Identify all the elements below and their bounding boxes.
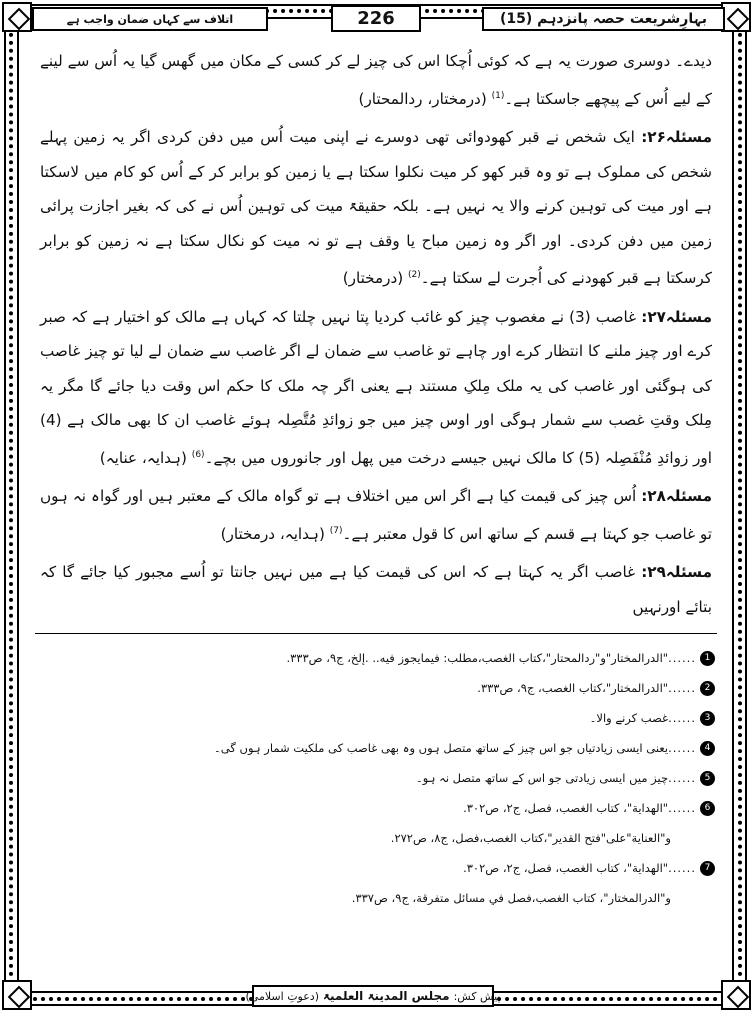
- main-text: [40, 44, 712, 628]
- footnote-1: 1 ...... "الدرالمختار"و"ردالمحتار"،كتاب الغصب،مطلب: فيمايجوز فيه.. .إلخ، ج۹، ص۳۳۳.: [40, 643, 715, 673]
- masala-28: [40, 479, 712, 551]
- masala-label: مسئلہ۲۹:: [641, 563, 712, 582]
- footnote-3: 3 ...... غصب کرنے والا۔: [40, 703, 715, 733]
- footnote-number: 2: [700, 681, 715, 696]
- footer-label: پیش کش:: [453, 989, 501, 1003]
- footnote-2: 2 ...... "الدرالمختار"،كتاب الغصب، ج۹، ص۳۳۳.: [40, 673, 715, 703]
- footnote-text: و"العناية"على"فتح القدير"،كتاب الغصب،فصل، ج۸، ص۲۷۲.: [390, 831, 671, 845]
- footnote-number: 1: [700, 651, 715, 666]
- paragraph-intro: [40, 44, 712, 116]
- chapter-title: اتلاف سے کہاں ضمان واجب ہے: [32, 7, 268, 31]
- footnote-divider: [35, 633, 717, 634]
- footnote-6-continued: [40, 823, 715, 853]
- footnote-number: 5: [700, 771, 715, 786]
- corner-ornament-bottom-right: [721, 980, 751, 1010]
- footnote-text: "الدرالمختار"،كتاب الغصب، ج۹، ص۳۳۳.: [477, 681, 669, 695]
- publisher-org: (دعوتِ اسلامی): [245, 989, 319, 1003]
- source-citation: (ہدایہ، عنایہ): [99, 448, 192, 467]
- publisher-footer: [245, 985, 501, 1007]
- footnote-text: یعنی ایسی زیادتیاں جو اس چیز کے ساتھ متصل ہوں وہ بھی غاصب کی ملکیت شمار ہوں گی۔: [214, 741, 669, 755]
- footnote-ref[interactable]: (6): [191, 449, 205, 460]
- masala-label: مسئلہ۲۸:: [641, 487, 712, 506]
- footnote-number: 3: [700, 711, 715, 726]
- footnote-text: "الهداية"، كتاب الغصب، فصل، ج۲، ص۳۰۲.: [463, 801, 669, 815]
- masala-label: مسئلہ۲۶:: [641, 128, 712, 147]
- footnote-7: 7 ...... "الهداية"، كتاب الغصب، فصل، ج۲، ص۳۰۲.: [40, 853, 715, 883]
- paragraph-text: ایک شخص نے قبر کھودوائی تھی دوسرے نے اپنی میت اُس میں دفن کردی اگر یہ زمین پہلے شخص کی مملوک ہے تو وہ قبر کھو کر میت نکلوا سکتا ہے یا زمین کو برابر کر کے اُس کو کام میں لاسکتا ہے اور میت کی توہین کرنے والا یہ نہیں ہے۔ بلکہ حقیقۃً میت کی توہین اُس نے کی کہ بغیر اجازت پرائی زمین میں دفن کردی۔ اور اگر وہ زمین مباح یا وقف ہے تو نہ میت کو نکال سکتا ہے نہ زمین کو برابر کرسکتا ہے قبر کھودنے کی اُجرت لے سکتا ہے۔: [40, 128, 712, 288]
- footnote-text: غصب کرنے والا۔: [589, 711, 669, 725]
- footnote-number: 4: [700, 741, 715, 756]
- footnote-7-continued: [40, 883, 715, 913]
- footnote-5: 5 ...... چیز میں ایسی زیادتی جو اس کے ساتھ متصل نہ ہو۔: [40, 763, 715, 793]
- footnote-text: چیز میں ایسی زیادتی جو اس کے ساتھ متصل نہ ہو۔: [416, 771, 669, 785]
- source-citation: (درمختار، ردالمحتار): [358, 89, 492, 108]
- paragraph-text: دیدے۔ دوسری صورت یہ ہے کہ کوئی اُچکا اس کی چیز لے کر کسی کے مکان میں گھس گیا یہ اُس سے لینے کے لیے اُس کے پیچھے جاسکتا ہے۔: [40, 52, 712, 108]
- publisher-name: مجلس المدینۃ العلمیۃ: [323, 989, 450, 1003]
- paragraph-text: غاصب (3) نے مغصوب چیز کو غائب کردیا پتا نہیں چلتا کہ کہاں ہے مالک کو اختیار ہے کہ صبر کرے اور چیز ملنے کا انتظار کرے اور چاہے تو غاصب سے ضمان لے اگر غاصب سے ضمان لے لیا تو چیز غاصب کی ہوگئی اور غاصب کی یہ ملک مِلکِ مستند ہے یعنی اگر چہ ملک کا حکم اس وقت دیا جائے گا مگر یہ مِلک وقتِ غصب سے شمار ہوگی اور اوس چیز میں جو زوائدِ مُتَّصِلہ ہوئے غاصب ان کا بھی مالک ہے (4) اور زوائدِ مُنْفَصِلہ (5) کا مالک نہیں جیسے درخت میں پھل اور جانوروں میں بچے۔: [40, 307, 712, 467]
- masala-27: [40, 300, 712, 476]
- source-citation: (درمختار): [342, 269, 408, 288]
- footnote-ref[interactable]: (7): [329, 525, 343, 536]
- footnote-text: و"الدرالمختار"، كتاب الغصب،فصل في مسائل متفرقة، ج۹، ص۳۳۷.: [351, 891, 671, 905]
- masala-label: مسئلہ۲۷:: [641, 307, 713, 326]
- paragraph-text: غاصب اگر یہ کہتا ہے کہ اس کی قیمت کیا ہے میں نہیں جانتا تو اُسے مجبور کیا جائے گا کہ بتائے اورنہیں: [40, 563, 712, 616]
- footnote-6: 6 ...... "الهداية"، كتاب الغصب، فصل، ج۲، ص۳۰۲.: [40, 793, 715, 823]
- footnote-4: 4 ...... یعنی ایسی زیادتیاں جو اس چیز کے ساتھ متصل ہوں وہ بھی غاصب کی ملکیت شمار ہوں گی۔: [40, 733, 715, 763]
- footnote-text: "الهداية"، كتاب الغصب، فصل، ج۲، ص۳۰۲.: [463, 861, 669, 875]
- corner-ornament-top-right: [721, 2, 751, 32]
- footnote-text: "الدرالمختار"و"ردالمحتار"،كتاب الغصب،مطلب: فيمايجوز فيه.. .إلخ، ج۹، ص۳۳۳.: [286, 651, 669, 665]
- footnote-number: 6: [700, 801, 715, 816]
- masala-26: [40, 120, 712, 296]
- footnote-ref[interactable]: (1): [491, 90, 505, 101]
- corner-ornament-top-left: [2, 2, 32, 32]
- corner-ornament-bottom-left: [2, 980, 32, 1010]
- page-number: 226: [331, 5, 421, 32]
- masala-29: [40, 555, 712, 624]
- footnotes: [40, 643, 715, 913]
- footnote-ref[interactable]: (2): [407, 270, 421, 281]
- paragraph-text: اُس چیز کی قیمت کیا ہے اگر اس میں اختلاف ہے تو گواہ مالک کے معتبر ہیں اور گواہ نہ ہوں تو غاصب جو کہتا ہے قسم کے ساتھ اس کا قول معتبر ہے۔: [40, 487, 712, 543]
- footnote-number: 7: [700, 861, 715, 876]
- book-title: بہارِشریعت حصہ پانزدہم (15): [482, 7, 725, 31]
- source-citation: (ہدایہ، درمختار): [220, 524, 330, 543]
